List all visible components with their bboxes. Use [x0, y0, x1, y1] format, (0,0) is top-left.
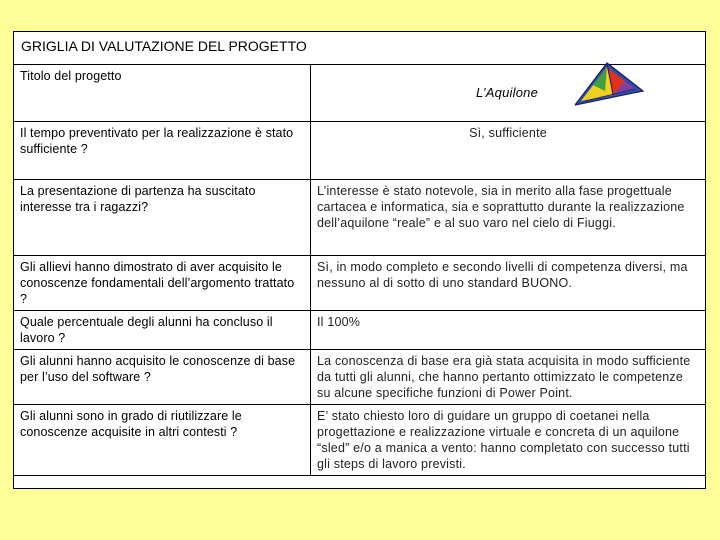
- row-label: Gli alunni hanno acquisito le conoscenze di base per l’uso del software ?: [14, 349, 311, 404]
- row-value: Sì, in modo completo e secondo livelli di competenza diversi, ma nessuno al di sotto di uno standard BUONO.: [311, 255, 706, 310]
- evaluation-grid: [13, 31, 706, 489]
- project-title: L’Aquilone: [476, 85, 538, 100]
- row-label: Gli alunni sono in grado di riutilizzare le conoscenze acquisite in altri contesti ?: [14, 404, 311, 475]
- table-row: [14, 310, 705, 349]
- table-row: [14, 65, 705, 121]
- row-label: Quale percentuale degli alunni ha concluso il lavoro ?: [14, 310, 311, 349]
- row-value: La conoscenza di base era già stata acquisita in modo sufficiente da tutti gli alunni, che hanno pertanto ottimizzato le competenze su alcune specifiche funzioni di Power Point.: [311, 349, 706, 404]
- row-value-cell: [311, 65, 706, 121]
- row-label: Il tempo preventivato per la realizzazione è stato sufficiente ?: [14, 121, 311, 179]
- table-row: [14, 404, 705, 475]
- kite-icon: [573, 61, 645, 109]
- row-value: E’ stato chiesto loro di guidare un gruppo di coetanei nella progettazione e realizzazione virtuale e concreta di un aquilone “sled” e/o a manica a vento: hanno completato con successo tutti gli steps di lavoro previsti.: [311, 404, 706, 475]
- table-row: [14, 121, 705, 179]
- row-label: Gli allievi hanno dimostrato di aver acquisito le conoscenze fondamentali dell’argomento trattato ?: [14, 255, 311, 310]
- evaluation-table: [14, 65, 705, 476]
- row-value: Sì, sufficiente: [311, 121, 706, 179]
- row-label: Titolo del progetto: [14, 65, 311, 121]
- row-value: L’interesse è stato notevole, sia in merito alla fase progettuale cartacea e informatica, sia e soprattutto durante la realizzazione dell’aquilone “reale” e al suo varo nel cielo di Fiuggi.: [311, 179, 706, 255]
- row-value: Il 100%: [311, 310, 706, 349]
- table-row: [14, 255, 705, 310]
- page-title: GRIGLIA DI VALUTAZIONE DEL PROGETTO: [14, 32, 705, 65]
- table-row: [14, 179, 705, 255]
- table-row: [14, 349, 705, 404]
- row-label: La presentazione di partenza ha suscitato interesse tra i ragazzi?: [14, 179, 311, 255]
